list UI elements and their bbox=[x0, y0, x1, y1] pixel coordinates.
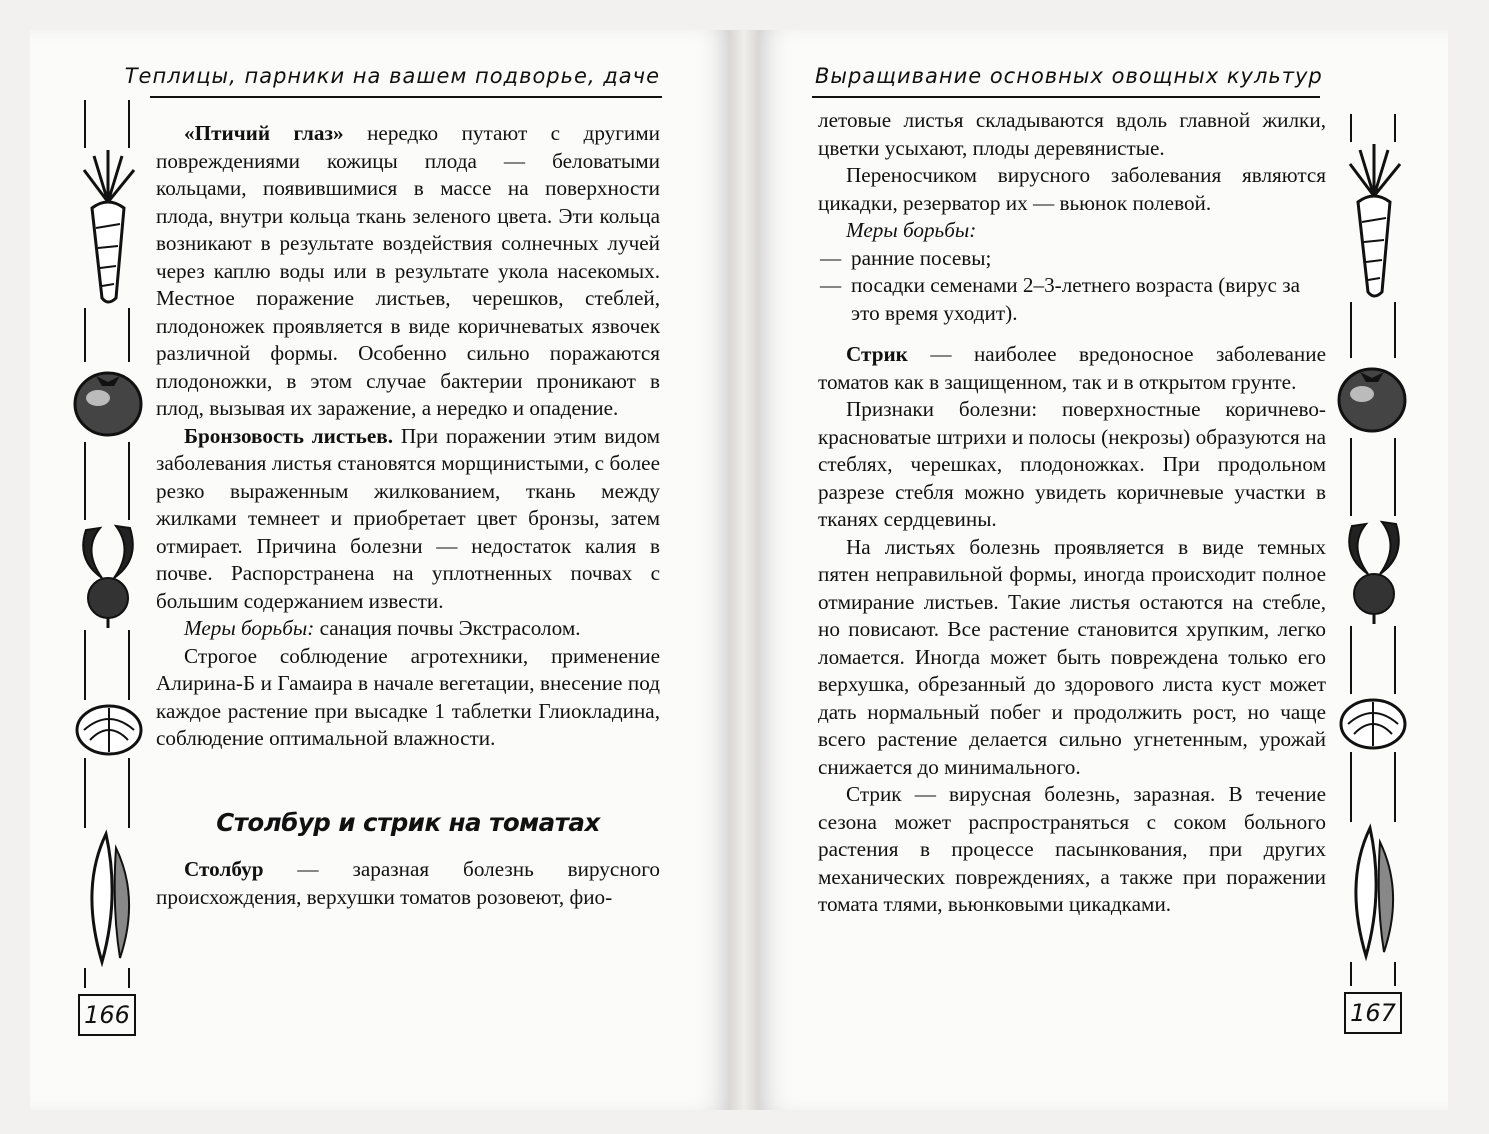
paragraph bbox=[156, 423, 660, 616]
page-number-left: 166 bbox=[78, 994, 136, 1036]
book-gutter bbox=[730, 30, 758, 1110]
carrot-icon bbox=[72, 148, 144, 308]
list-item bbox=[818, 245, 1326, 273]
term-stolbur: Столбур bbox=[184, 857, 264, 881]
paragraph-text: При поражении этим видом заболевания листья становятся морщинистыми, с более резко выраженным жилкованием, ткань между жилками темнеет и приобретает цвет бронзы, затем отмирает. Причина болезни — недостаток калия в почве. Распорстранена на уплотненных почвах с большим содержанием извести. bbox=[156, 423, 660, 613]
paragraph: Переносчиком вирусного заболевания являются цикадки, резерватор их — вьюнок полевой. bbox=[818, 163, 1326, 215]
right-page-text bbox=[818, 107, 1326, 919]
tomato-icon bbox=[1334, 358, 1410, 438]
list-dash: — bbox=[820, 273, 842, 297]
term-bird-eye: «Птичий глаз» bbox=[184, 121, 344, 145]
control-measures-label: Меры борьбы: bbox=[846, 218, 977, 242]
paragraph-text: — наиболее вредоносное заболевание томатов как в защищенном, так и в открытом грунте. bbox=[818, 342, 1326, 394]
pea-pod-icon bbox=[76, 828, 142, 968]
running-head-left: Теплицы, парники на вашем подворье, даче bbox=[124, 64, 660, 88]
cabbage-icon bbox=[74, 700, 144, 758]
pea-pod-icon bbox=[1340, 822, 1406, 962]
paragraph: На листьях болезнь проявляется в виде темных пятен неправильной формы, иногда происходит полное отмирание листьев. Такие листья остаются на стебле, но повисают. Все растение становится хрупким, легко ломается. Иногда может быть повреждена только его верхушка, обрезанный до здорового листа куст может дать нормальный побег и продолжить рост, но чаще всего растение делается сильно угнетенным, урожай снижается до минимального. bbox=[818, 534, 1326, 779]
left-page-text bbox=[156, 120, 660, 911]
term-bronze-leaves: Бронзовость листьев. bbox=[184, 423, 394, 448]
paragraph bbox=[156, 120, 660, 423]
head-rule-right bbox=[812, 96, 1320, 98]
paragraph: летовые листья складываются вдоль главной жилки, цветки усыхают, плоды деревянистые. bbox=[818, 108, 1326, 160]
paragraph bbox=[818, 341, 1326, 396]
head-rule-left bbox=[150, 96, 662, 98]
control-measures-label: Меры борьбы: bbox=[184, 616, 315, 640]
list-item-text: ранние посевы; bbox=[851, 245, 992, 270]
paragraph: Признаки болезни: поверхностные коричнево-красноватые штрихи и полосы (некрозы) образуются на стеблях, черешках, плодоножках. При продольном разрезе стебля можно увидеть коричневые участки в тканях сердцевины. bbox=[818, 397, 1326, 531]
beet-icon bbox=[1338, 516, 1410, 626]
carrot-icon bbox=[1338, 142, 1410, 302]
section-heading: Столбур и стрик на томатах bbox=[216, 807, 600, 837]
list-dash: — bbox=[820, 245, 842, 270]
cabbage-icon bbox=[1338, 694, 1408, 752]
paragraph-text: нередко путают с другими повреждениями кожицы плода — беловатыми кольцами, появившимися в массе на поверхности плода, внутри кольца ткань зеленого цвета. Эти кольца возникают в результате воздействия солнечных лучей через каплю воды или в результате укола насекомых. Местное поражение листьев, черешков, стеблей, плодоножек проявляется в виде коричневатых язвочек различной формы. Особенно сильно поражаются плодоножки, в этом случае бактерии проникают в плод, вызывая их заражение, а нередко и опадение. bbox=[156, 121, 660, 420]
beet-icon bbox=[72, 520, 144, 630]
paragraph: Строгое соблюдение агротехники, применение Алирина-Б и Гамаира в начале вегетации, внесение под каждое растение при высадке 1 таблетки Глиокладина, соблюдение оптимальной влажности. bbox=[156, 643, 660, 750]
paragraph-text: санация почвы Экстрасолом. bbox=[314, 616, 581, 640]
list-item bbox=[818, 272, 1326, 327]
paragraph-text: — заразная болезнь вирусного происхождения, верхушки томатов розовеют, фио- bbox=[156, 857, 660, 909]
tomato-icon bbox=[70, 362, 146, 442]
spacer bbox=[818, 327, 1326, 341]
page-number-right: 167 bbox=[1344, 992, 1402, 1034]
running-head-right: Выращивание основных овощных культур bbox=[815, 64, 1323, 88]
paragraph bbox=[156, 615, 660, 643]
term-streak: Стрик bbox=[846, 342, 908, 366]
paragraph: Стрик — вирусная болезнь, заразная. В течение сезона может распространяться с соком больного растения в процессе пасынкования, при других механических повреждениях, а также при поражении томата тлями, вьюнковыми цикадками. bbox=[818, 782, 1326, 916]
list-item-text: посадки семенами 2–3-летнего возраста (вирус за это время уходит). bbox=[851, 273, 1300, 325]
paragraph bbox=[156, 856, 660, 911]
